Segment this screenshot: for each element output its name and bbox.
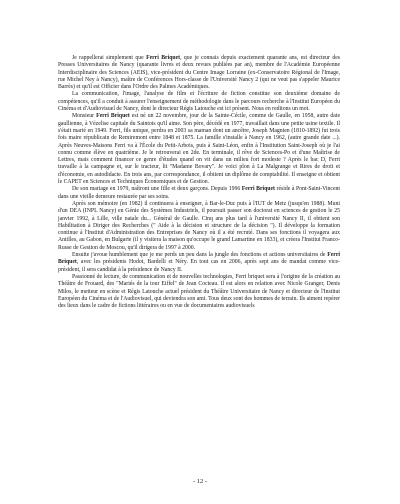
page-number: - 12 - [192,478,208,485]
paragraph-text: La communication, l'image, l'analyse de film et l'écriture de fiction constitue son deuxième domaine de compétences, qu'il a conduit à assurer l'enseignement de méthodologie dans le parcours recherche à l'Institut Européen du Cinéma et d'Audiovisuel de Nancy, dont le directeur Régis Latouche est ici présent. Nous en reditons un mot. [58,91,340,113]
person-name: Ferri Briquet [241,186,275,193]
paragraph-7 [58,274,340,310]
paragraph-text: Passionné de lecture, de communication et de nouvelles technologies, Ferri briquet sera à l'origine de la création au Théâtre de Frouard, des "Mariés de la tour Eiffel" de Jean Cocteau. Il est alors en relation avec Nicole Granger, Denis Milos, le metteur en scène et Régis Latouche actuel président du Théâtre Universitaire de Nancy et directeur de l'Institut Européen du Cinéma et de l'Audiovisuel, qui deviendra son ami. Tous deux sont des hommes de terrain. Ils aiment repérer des lieux dans le cadre de fictions littéraires ou en vue de documentaires audiovisuels [58,273,340,310]
paragraph-5 [58,201,340,252]
paragraph-text: Ensuite j'avoue humblement que je me perds un peu dans la jungle des fonctions et actions universitaires de [72,252,328,259]
paragraph-text: Après son mémoire (en 1982) il continuera à enseigner, à Bar-le-Duc puis à l'IUT de Metz (jusqu'en 1988). Muni d'un DEA (INPL Nancy) en Génie des Systèmes Industriels, il poursuit passer son doctorat en sciences de gestion le 25 janvier 1992, à Lille, ville natale du... Général de Gaulle. Cinq ans plus tard à l'université Nancy II, il obtient son Habilitation à Diriger des Recherches (" Aide à la décision et structure de la décision "). Il développe la formation continue à l'Institut d'Administration des Entreprises de Nancy où il a été recruté. Dans ses fonctions il voyagera aux Antilles, au Gabon, en Bulgarie (il y visitera la maison qu'occupe le grand Lamartine en 1833), et créera l'Institut Franco-Russe de Gestion de Moscou, qu'il dirigera de 1997 à 2000. [58,200,340,251]
document-body [58,55,340,310]
person-name: Ferri Briquet [58,252,340,266]
paragraph-text: est né un 22 novembre, jour de la Sainte-Cécile, comme de Gaulle, en 1958, autre date gaullienne, à Vézelise capitale du Saintois qu'il aime. Son père, décédé en 1977, travaillait dans une petite usine textile. Il s'était marié en 1949. Ferri, fils unique, perdra en 2003 sa maman dont un ancêtre, Joseph Magnien (1810-1892) fut trois fois maire républicain de Remiremont entre 1848 et 1875. La famille s'installe à Nancy en 1962, (autre grande date ...). Après Neuves-Maisons Ferri va à l'École du Petit-Arbois, puis à Saint-Léon, enfin à l'Institution Saint-Joseph où je l'ai connu comme élève en quatrième. Je le retrouverai en 2de. En terminale, il rêve de Sciences-Po et d'une Maîtrise de Lettres, mais comment financer ce genre d'études quand on vit dans un milieu fort modeste ? Après le bac D, Ferri travaille à la campagne et, sur le tracteur, lit "Madame Bovary". Je voici plon à La Malgrange et Rires de droit et d'économie, en autodidacte. En trois ans, par correspondance, il obtient un diplôme de comptabilité. Il enseigne et obtient le CAPET en Sciences et Techniques Économiques et de Gestion. [58,113,341,186]
paragraph-text: Monsieur [72,113,97,120]
paragraph-4 [58,186,340,201]
paragraph-text: réside à Pont-Saint-Vincent dans une vieille demeure restaurée par ses soins. [58,186,340,200]
paragraph-1 [58,55,340,91]
paragraph-text: De son mariage en 1979, naîtront une fille et deux garçons. Depuis 1996 [72,186,242,193]
paragraph-text: , que je connais depuis exactement quarante ans, est directeur des Presses Universitaires de Nancy (quarante livres et deux revues publiées par an), membre de l'Académie Européenne Interdisciplinaire des Sciences (AEIS), vice-président du Centre Image Lorraine (ex-Conservatoire Régional de l'Image, rue Michel Ney à Nancy), maître de Conférences Hors-classe de l'Université Nancy 2 (qui ne veut pas s'appeler Maurice Barrès) et qu'il est Officier dans l'Ordre des Palmes Académiques. [58,55,340,91]
paragraph-6 [58,252,340,274]
paragraph-text: , avec les présidents Hodot, Bardelli et Néry. En tout cas en 2006, après sept ans de mandat comme vice-président, il sera candidat à la présidence de Nancy II. [58,259,340,273]
paragraph-2 [58,91,340,113]
paragraph-3 [58,113,340,186]
person-name: Ferri Briquet [96,113,130,120]
paragraph-text: Je rappellerai simplement que [72,55,147,61]
person-name: Ferri Briquet [146,55,181,61]
